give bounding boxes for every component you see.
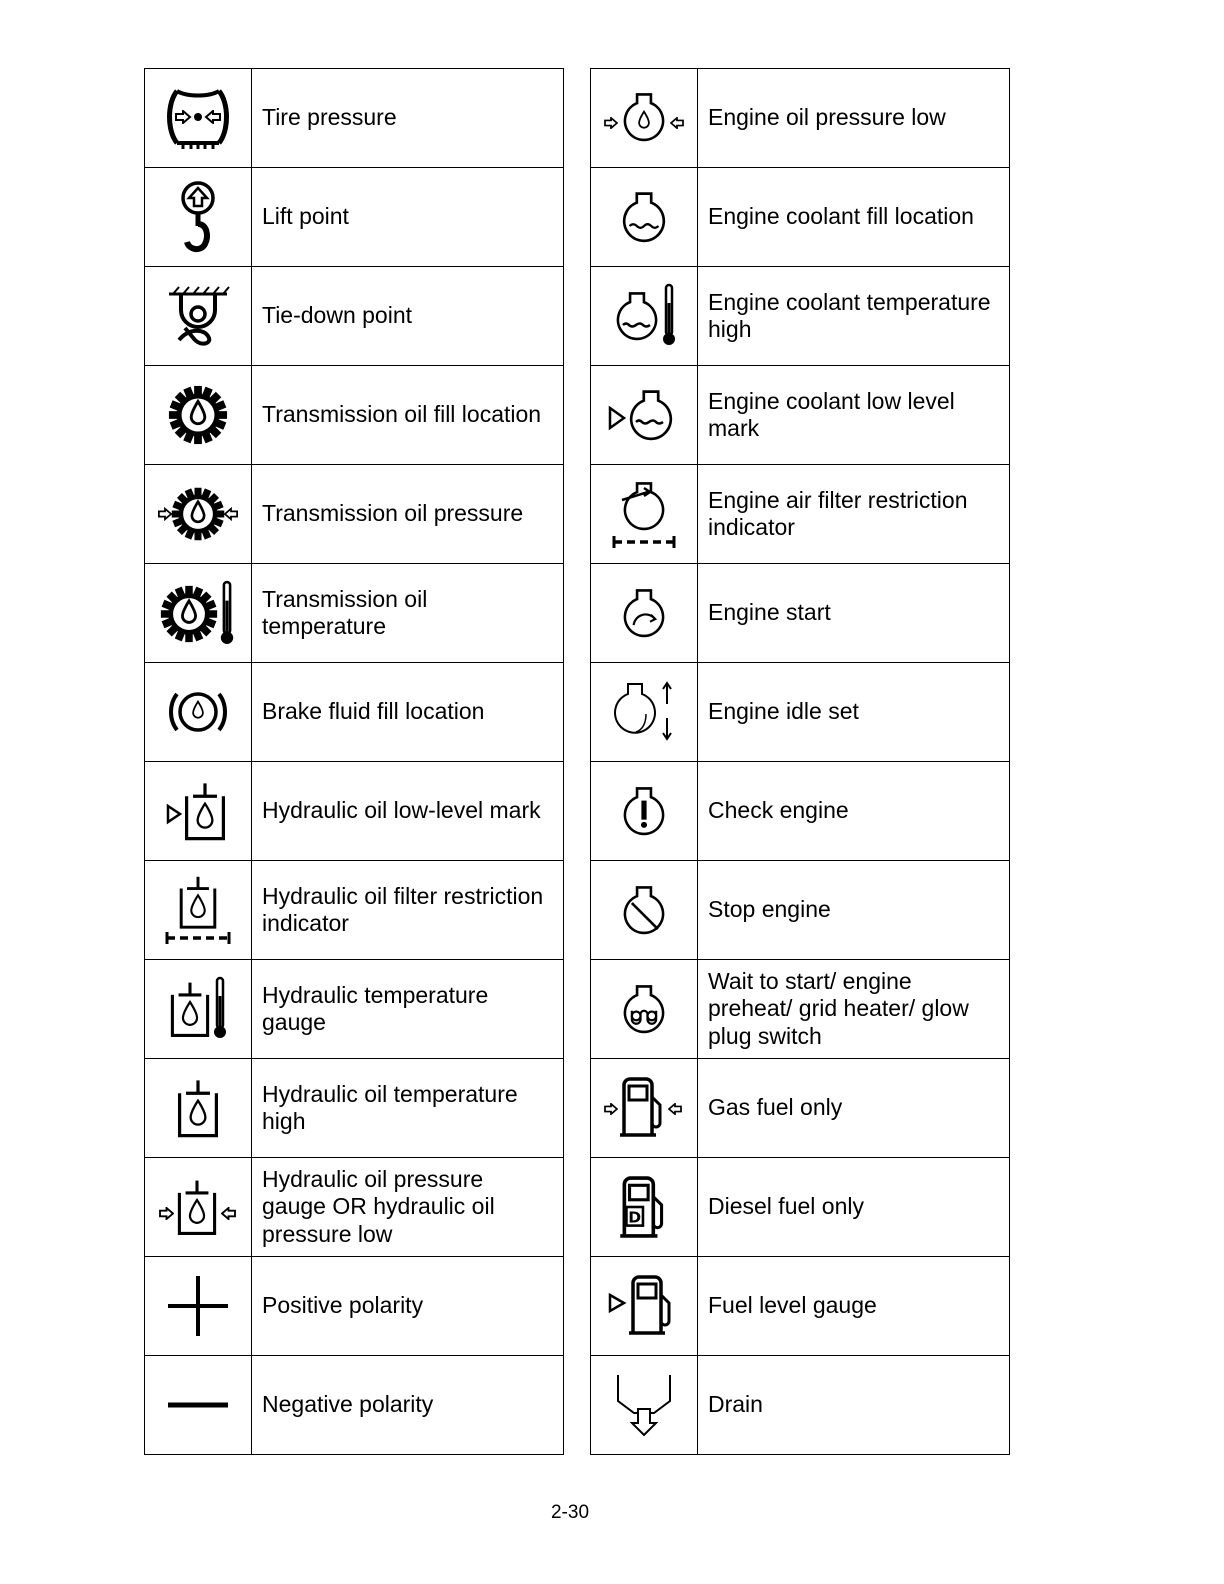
table-row [145,69,564,168]
symbol-label: Hydraulic temperature gauge [252,960,564,1059]
symbol-label: Diesel fuel only [698,1158,1010,1257]
symbol-label: Transmission oil temperature [252,564,564,663]
symbol-label: Fuel level gauge [698,1257,1010,1356]
symbol-label: Engine coolant low level mark [698,366,1010,465]
table-row [591,762,1010,861]
symbol-label: Transmission oil pressure [252,465,564,564]
transmission-oil-temperature-icon [145,564,252,663]
table-row [591,1356,1010,1455]
gas-fuel-icon [591,1059,698,1158]
hydraulic-oil-low-level-icon [145,762,252,861]
symbol-label: Brake fluid fill location [252,663,564,762]
symbol-label: Transmission oil fill location [252,366,564,465]
engine-coolant-temperature-icon [591,267,698,366]
symbol-label: Wait to start/ engine preheat/ grid heater/ glow plug switch [698,960,1010,1059]
table-row [145,861,564,960]
symbol-label: Positive polarity [252,1257,564,1356]
symbol-label: Check engine [698,762,1010,861]
symbol-label: Engine air filter restriction indicator [698,465,1010,564]
engine-air-filter-icon [591,465,698,564]
table-row [591,1257,1010,1356]
symbol-label: Engine coolant temperature high [698,267,1010,366]
drain-icon [591,1356,698,1455]
svg-text:D: D [628,1208,642,1227]
table-row [145,762,564,861]
symbol-label: Engine coolant fill location [698,168,1010,267]
negative-polarity-icon [145,1356,252,1455]
table-row [591,564,1010,663]
hydraulic-oil-pressure-icon [145,1158,252,1257]
tie-down-point-icon [145,267,252,366]
table-row [591,1158,1010,1257]
table-row [145,168,564,267]
table-row [145,960,564,1059]
table-row [591,960,1010,1059]
hydraulic-oil-temperature-high-icon [145,1059,252,1158]
table-row [591,168,1010,267]
symbol-label: Lift point [252,168,564,267]
symbol-label: Tire pressure [252,69,564,168]
symbol-label: Engine oil pressure low [698,69,1010,168]
engine-coolant-low-level-icon [591,366,698,465]
positive-polarity-icon [145,1257,252,1356]
table-row [145,663,564,762]
table-row [591,1059,1010,1158]
table-row [145,564,564,663]
check-engine-icon [591,762,698,861]
glow-plug-icon [591,960,698,1059]
table-row [591,366,1010,465]
engine-start-icon [591,564,698,663]
table-row [145,1257,564,1356]
symbol-label: Gas fuel only [698,1059,1010,1158]
table-row [591,267,1010,366]
symbol-label: Engine start [698,564,1010,663]
engine-oil-pressure-icon [591,69,698,168]
diesel-fuel-icon [591,1158,698,1257]
table-row [591,69,1010,168]
symbol-label: Engine idle set [698,663,1010,762]
table-row [145,267,564,366]
symbol-label: Hydraulic oil pressure gauge OR hydraulic oil pressure low [252,1158,564,1257]
symbol-label: Hydraulic oil low-level mark [252,762,564,861]
symbol-label: Tie-down point [252,267,564,366]
table-row [145,1356,564,1455]
table-row [145,366,564,465]
table-row [145,1158,564,1257]
engine-idle-set-icon [591,663,698,762]
symbol-label: Stop engine [698,861,1010,960]
brake-fluid-icon [145,663,252,762]
symbols-table-left [144,68,564,1455]
hydraulic-temperature-gauge-icon [145,960,252,1059]
transmission-oil-fill-icon [145,366,252,465]
symbols-table-right [590,68,1010,1455]
lift-point-icon [145,168,252,267]
engine-coolant-fill-icon [591,168,698,267]
table-row [591,861,1010,960]
tire-pressure-icon [145,69,252,168]
symbol-label: Negative polarity [252,1356,564,1455]
symbol-label: Drain [698,1356,1010,1455]
table-row [145,465,564,564]
table-row [145,1059,564,1158]
stop-engine-icon [591,861,698,960]
symbol-label: Hydraulic oil temperature high [252,1059,564,1158]
fuel-level-gauge-icon [591,1257,698,1356]
transmission-oil-pressure-icon [145,465,252,564]
page-number: 2-30 [550,1502,590,1523]
symbol-label: Hydraulic oil filter restriction indicator [252,861,564,960]
table-row [591,663,1010,762]
table-row [591,465,1010,564]
hydraulic-filter-restriction-icon [145,861,252,960]
